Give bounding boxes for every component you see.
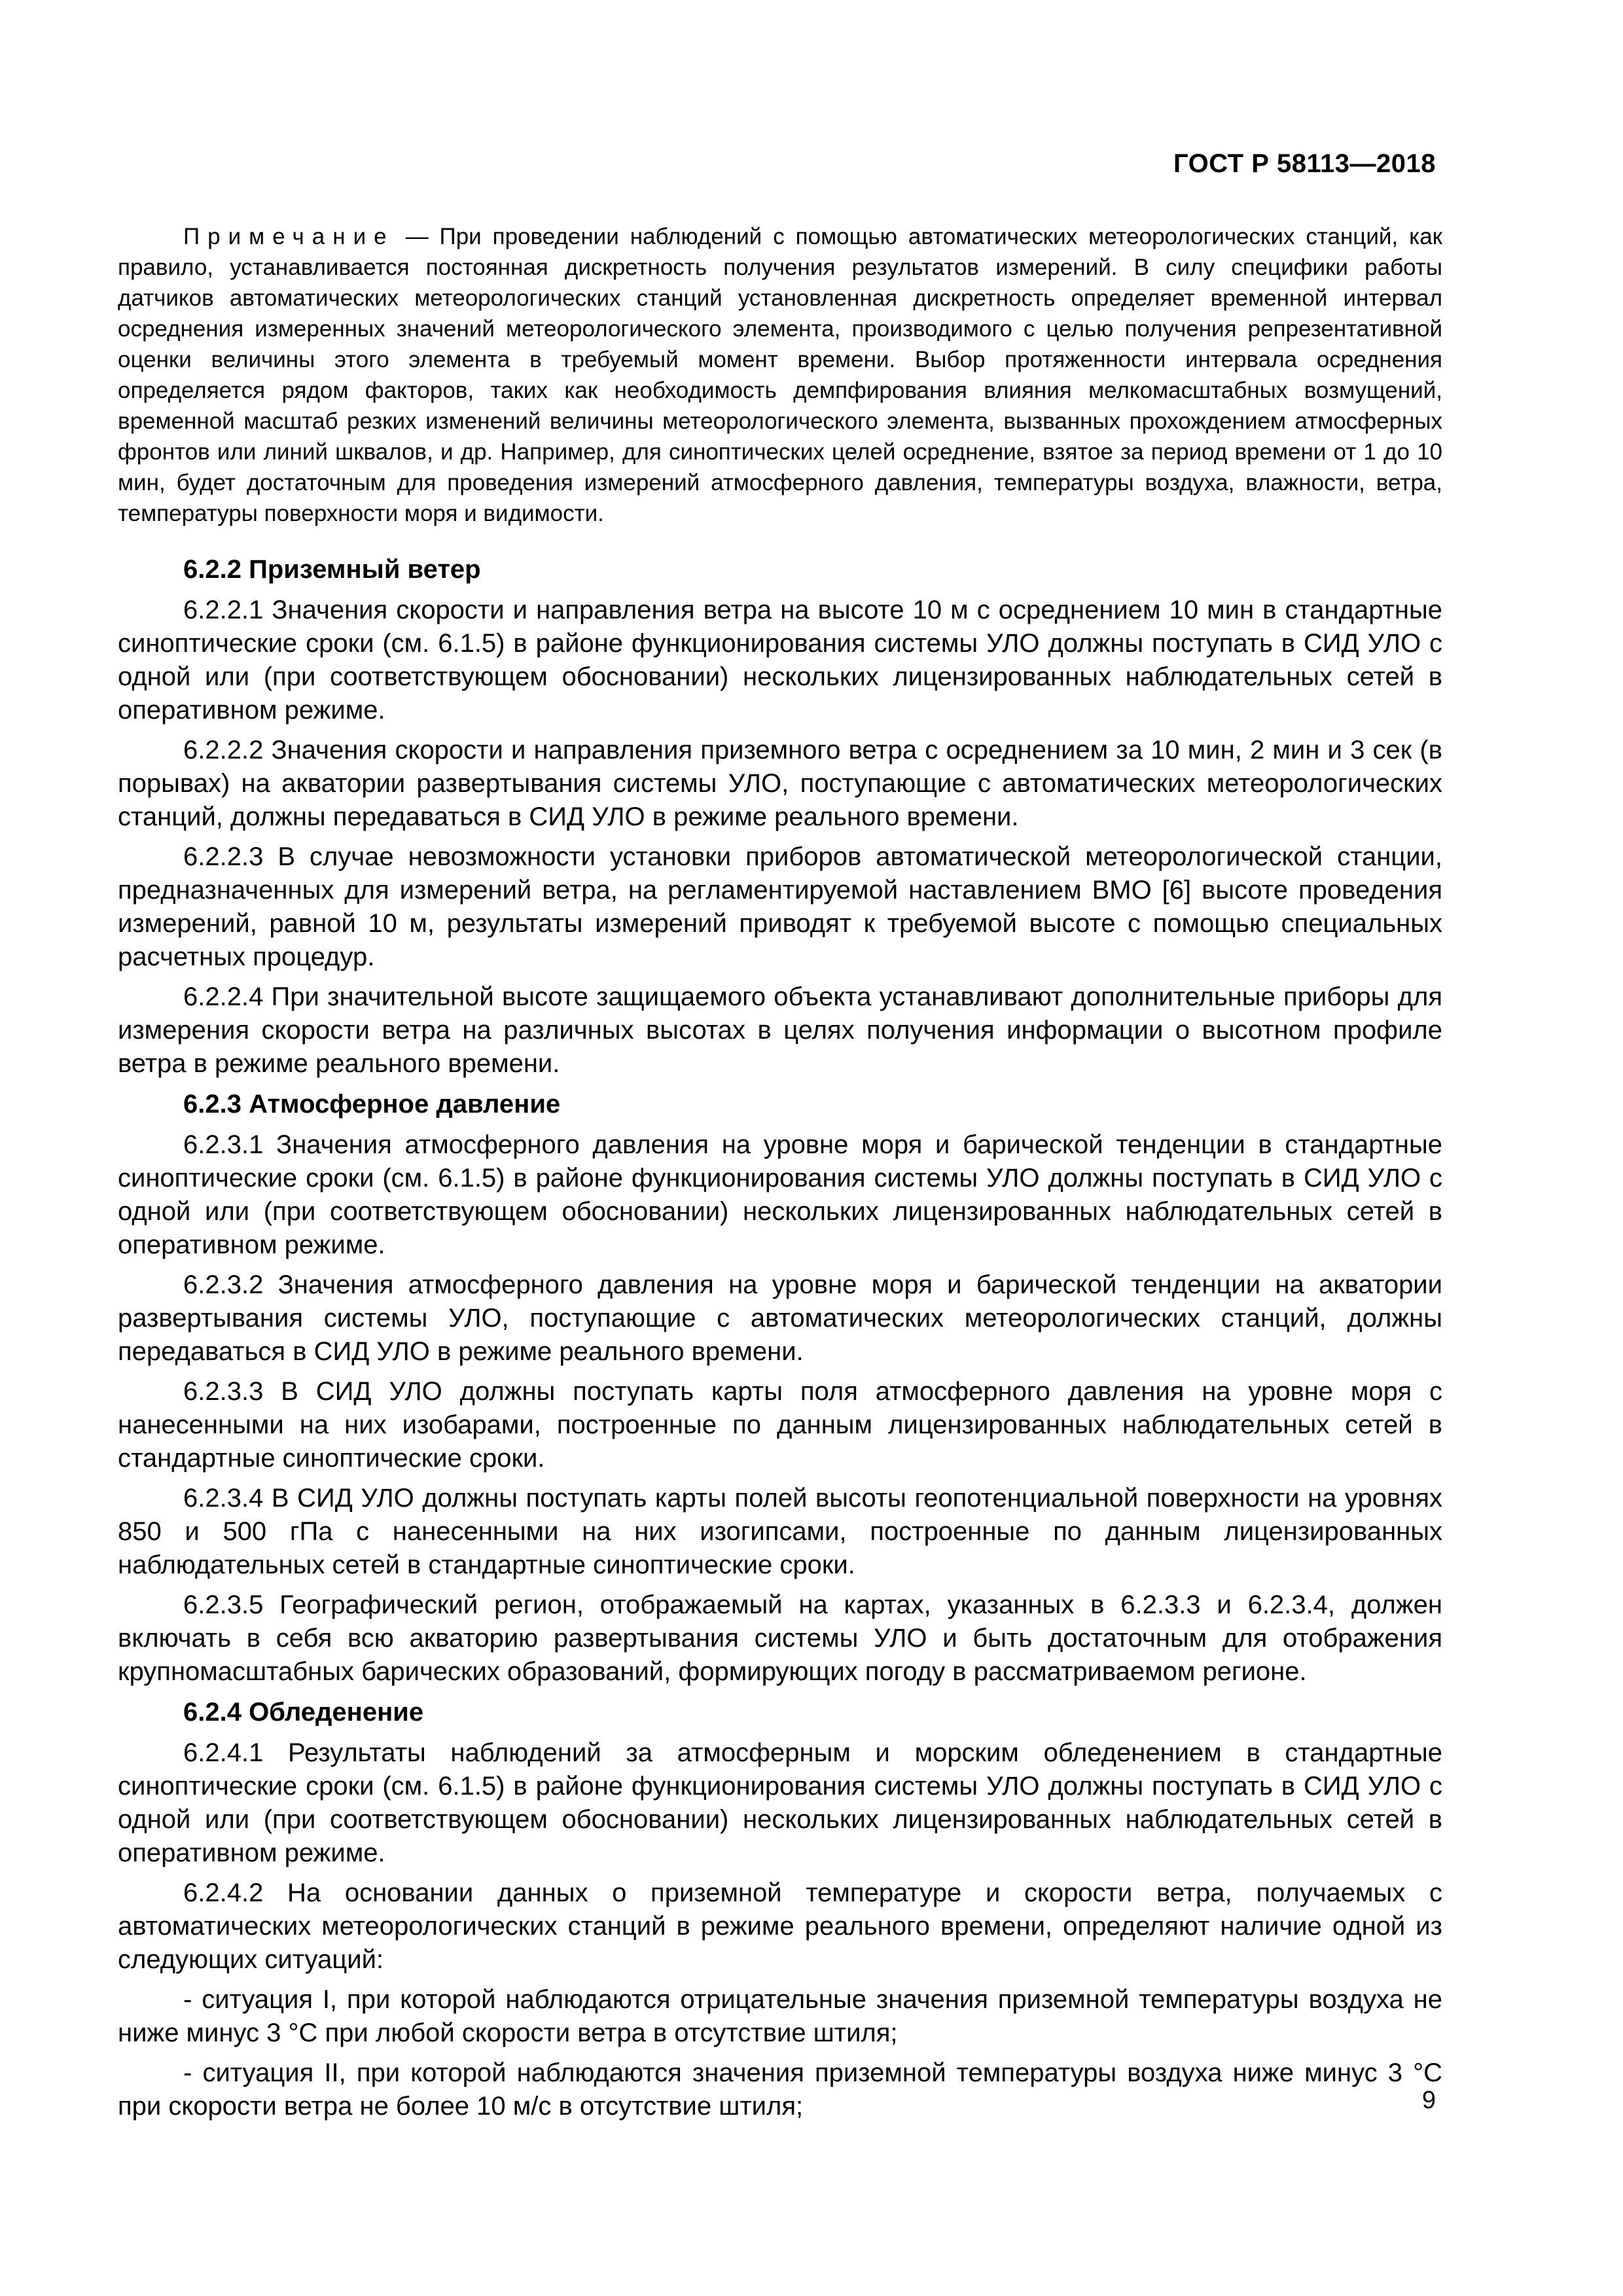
- paragraph-6-2-2-2: 6.2.2.2 Значения скорости и направления приземного ветра с осреднением за 10 мин, 2 мин и 3 сек (в порывах) на акватории развертывания системы УЛО, поступающие с автоматических метеорологических станций, должны передаваться в СИД УЛО в режиме реального времени.: [118, 736, 1442, 831]
- paragraph-6-2-2-3: 6.2.2.3 В случае невозможности установки приборов автоматической метеорологической станции, предназначенных для измерений ветра, на регламентируемой наставлением ВМО [6] высоте проведения измерений, равной 10 м, результаты измерений приводят к требуемой высоте с помощью специальных расчетных процедур.: [118, 842, 1442, 971]
- note-paragraph: [118, 221, 1442, 529]
- document-header: ГОСТ Р 58113—2018: [1173, 149, 1436, 178]
- paragraph-6-2-3-1: 6.2.3.1 Значения атмосферного давления на уровне моря и барической тенденции в стандартные синоптические сроки (см. 6.1.5) в районе функционирования системы УЛО должны поступать в СИД УЛО с одной или (при соответствующем обосновании) нескольких лицензированных наблюдательных сетей в оперативном режиме.: [118, 1130, 1442, 1259]
- list-item-situation-1: - ситуация I, при которой наблюдаются отрицательные значения приземной температуры воздуха не ниже минус 3 °С при любой скорости ветра в отсутствие штиля;: [118, 1985, 1442, 2047]
- paragraph-6-2-4-1: 6.2.4.1 Результаты наблюдений за атмосферным и морским обледенением в стандартные синоптические сроки (см. 6.1.5) в районе функционирования системы УЛО должны поступать в СИД УЛО с одной или (при соответствующем обосновании) нескольких лицензированных наблюдательных сетей в оперативном режиме.: [118, 1738, 1442, 1867]
- note-text: — При проведении наблюдений с помощью автоматических метеорологических станций, как правило, устанавливается постоянная дискретность получения результатов измерений. В силу специфики работы датчиков автоматических метеорологических станций установленная дискретность определяет временной интервал осреднения измеренных значений метеорологического элемента, производимого с целью получения репрезентативной оценки величины этого элемента в требуемый момент времени. Выбор протяженности интервала осреднения определяется рядом факторов, таких как необходимость демпфирования влияния мелкомасштабных возмущений, временной масштаб резких изменений величины метеорологического элемента, вызванных прохождением атмосферных фронтов или линий шквалов, и др. Например, для синоптических целей осреднение, взятое за период времени от 1 до 10 мин, будет достаточным для проведения измерений атмосферного давления, температуры воздуха, влажности, ветра, температуры поверхности моря и видимости.: [118, 224, 1442, 526]
- page-number: 9: [1421, 2087, 1436, 2114]
- paragraph-6-2-3-5: 6.2.3.5 Географический регион, отображаемый на картах, указанных в 6.2.3.3 и 6.2.3.4, должен включать в себя всю акваторию развертывания системы УЛО и быть достаточным для отображения крупномасштабных барических образований, формирующих погоду в рассматриваемом регионе.: [118, 1590, 1442, 1686]
- list-item-situation-2: - ситуация II, при которой наблюдаются значения приземной температуры воздуха ниже минус 3 °С при скорости ветра не более 10 м/с в отсутствие штиля;: [118, 2058, 1442, 2121]
- section-heading-6-2-3: 6.2.3 Атмосферное давление: [183, 1090, 561, 1119]
- paragraph-6-2-3-3: 6.2.3.3 В СИД УЛО должны поступать карты поля атмосферного давления на уровне моря с нанесенными на них изобарами, построенные по данным лицензированных наблюдательных сетей в стандартные синоптические сроки.: [118, 1377, 1442, 1473]
- paragraph-6-2-3-2: 6.2.3.2 Значения атмосферного давления на уровне моря и барической тенденции на акватории развертывания системы УЛО, поступающие с автоматических метеорологических станций, должны передаваться в СИД УЛО в режиме реального времени.: [118, 1270, 1442, 1366]
- paragraph-6-2-4-2: 6.2.4.2 На основании данных о приземной температуре и скорости ветра, получаемых с автоматических метеорологических станций в режиме реального времени, определяют наличие одной из следующих ситуаций:: [118, 1878, 1442, 1974]
- paragraph-6-2-2-4: 6.2.2.4 При значительной высоте защищаемого объекта устанавливают дополнительные приборы для измерения скорости ветра на различных высотах в целях получения информации о высотном профиле ветра в режиме реального времени.: [118, 982, 1442, 1078]
- paragraph-6-2-2-1: 6.2.2.1 Значения скорости и направления ветра на высоте 10 м с осреднением 10 мин в стандартные синоптические сроки (см. 6.1.5) в районе функционирования системы УЛО должны поступать в СИД УЛО с одной или (при соответствующем обосновании) нескольких лицензированных наблюдательных сетей в оперативном режиме.: [118, 596, 1442, 725]
- document-body: [118, 221, 1442, 2130]
- section-heading-6-2-2: 6.2.2 Приземный ветер: [183, 555, 481, 584]
- paragraph-6-2-3-4: 6.2.3.4 В СИД УЛО должны поступать карты полей высоты геопотенциальной поверхности на уровнях 850 и 500 гПа с нанесенными на них изогипсами, построенные по данным лицензированных наблюдательных сетей в стандартные синоптические сроки.: [118, 1484, 1442, 1579]
- note-label: Примечание: [183, 224, 395, 249]
- section-heading-6-2-4: 6.2.4 Обледенение: [183, 1698, 424, 1727]
